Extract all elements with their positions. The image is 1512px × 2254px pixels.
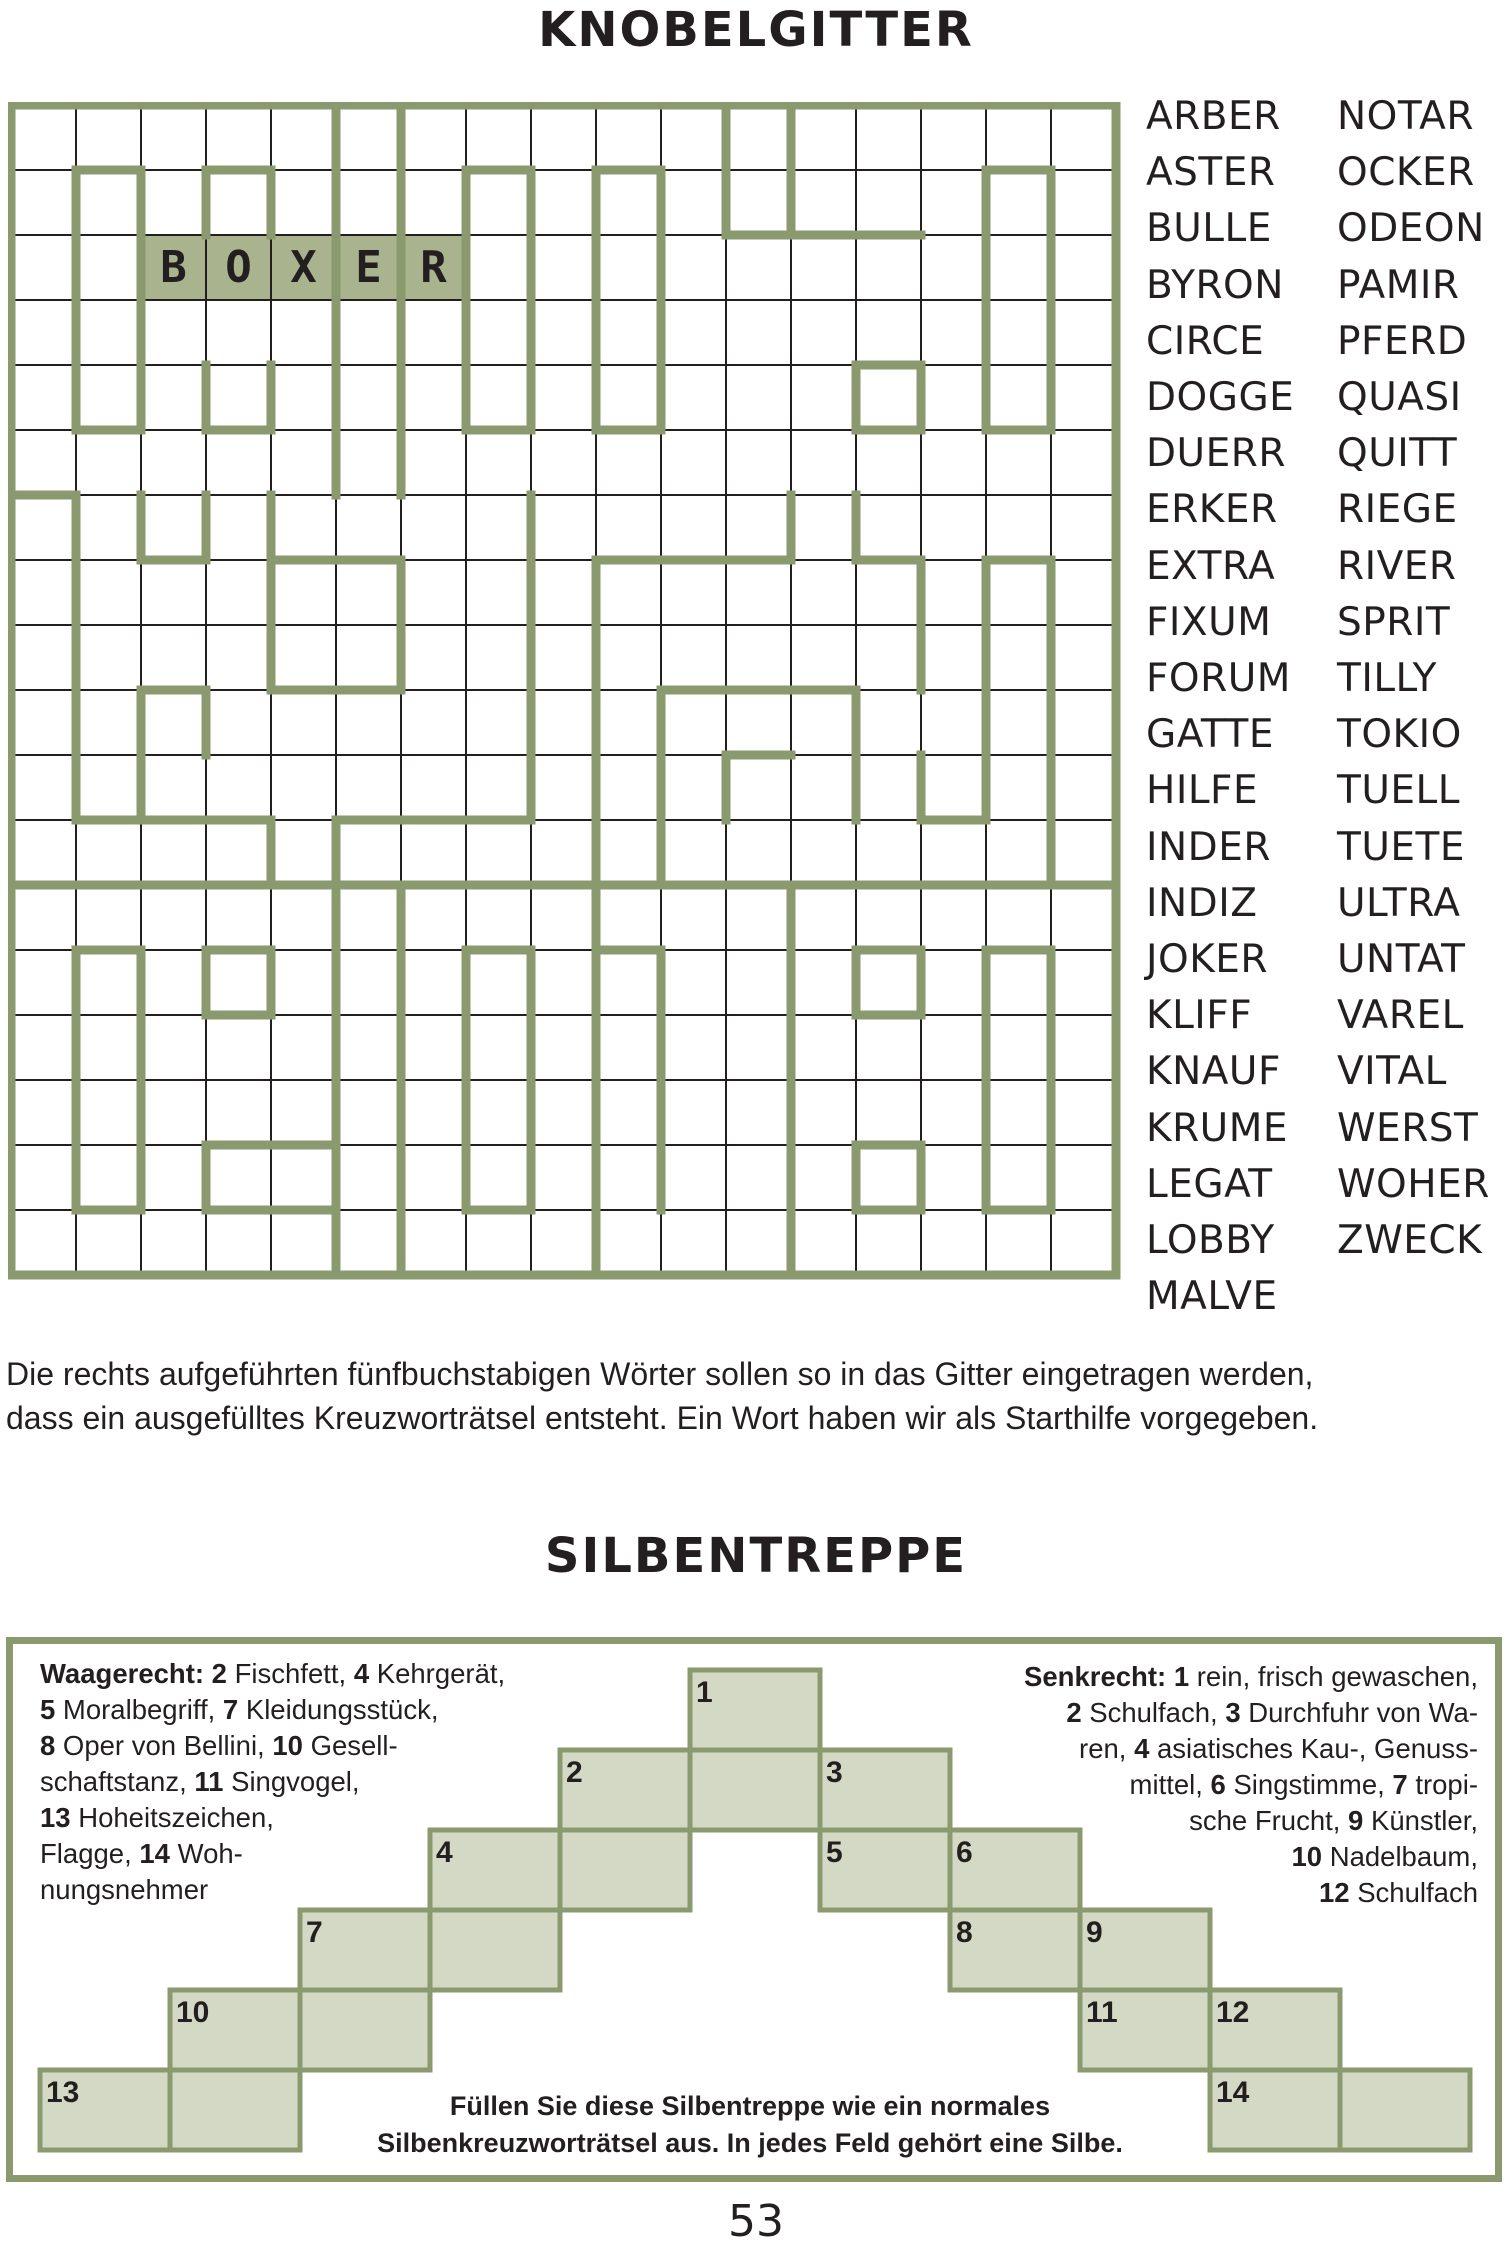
word-list-item: DOGGE <box>1146 375 1295 421</box>
word-list-item: PFERD <box>1337 318 1468 364</box>
down-clues <box>918 1659 1478 1911</box>
word-list-item: KRUME <box>1146 1105 1289 1151</box>
word-list-item: PAMIR <box>1337 262 1460 308</box>
word-list-item: KNAUF <box>1146 1049 1281 1095</box>
stair-cell-number: 11 <box>1086 1996 1118 2029</box>
stair-cell-number: 14 <box>1216 2076 1250 2109</box>
word-list-item: OCKER <box>1337 150 1475 196</box>
word-list-item: DUERR <box>1146 431 1286 477</box>
stair-cell-number: 13 <box>46 2076 80 2109</box>
given-letter: E <box>355 241 382 293</box>
clue-line: 12 Schulfach <box>1318 1877 1478 1908</box>
instructions-line-1: Die rechts aufgeführten fünfbuchstabigen Wörter sollen so in das Gitter eingetragen werden, <box>6 1356 1314 1392</box>
note-line-2: Silbenkreuzworträtsel aus. In jedes Feld gehört eine Silbe. <box>377 2128 1123 2158</box>
word-list-item: ULTRA <box>1337 880 1461 926</box>
stair-cell-number: 12 <box>1216 1996 1250 2029</box>
word-list-item: TUELL <box>1337 768 1460 814</box>
clue-line: sche Frucht, 9 Künstler, <box>1189 1805 1478 1836</box>
word-list-item: FIXUM <box>1146 599 1272 645</box>
stair-cell <box>170 2070 300 2150</box>
stair-cell-number: 10 <box>176 1996 210 2029</box>
word-list-item: NOTAR <box>1337 94 1474 139</box>
given-letter: O <box>225 241 252 293</box>
word-list-item: LOBBY <box>1146 1218 1275 1264</box>
word-list-item: TILLY <box>1337 656 1437 702</box>
word-list-item: BYRON <box>1146 262 1284 308</box>
word-list-item: ERKER <box>1146 487 1278 533</box>
word-list-item: EXTRA <box>1146 543 1276 589</box>
stair-cell-number: 2 <box>566 1756 583 1789</box>
word-list-item: QUASI <box>1337 375 1462 421</box>
word-list-item: CIRCE <box>1146 318 1265 364</box>
word-list-item: UNTAT <box>1337 937 1466 983</box>
word-list-item: WOHER <box>1337 1161 1490 1207</box>
across-clues <box>40 1656 600 1908</box>
stair-cell-number: 9 <box>1086 1916 1103 1949</box>
word-list-item: BULLE <box>1146 206 1272 252</box>
clue-line: 10 Nadelbaum, <box>1291 1841 1478 1872</box>
word-list-item: VAREL <box>1337 993 1464 1039</box>
word-list-item: VITAL <box>1337 1049 1447 1095</box>
stair-cell-number: 7 <box>306 1916 323 1949</box>
word-list-item: ARBER <box>1146 94 1281 139</box>
word-list-item: ASTER <box>1146 150 1276 196</box>
given-letter: X <box>290 241 317 293</box>
instructions-line-2: dass ein ausgefülltes Kreuzworträtsel entsteht. Ein Wort haben wir als Starthilfe vorgegeben. <box>6 1400 1319 1436</box>
clue-line: nungsnehmer <box>40 1874 209 1905</box>
stair-cell <box>430 1910 560 1990</box>
clue-line: schaftstanz, 11 Singvogel, <box>40 1766 360 1797</box>
stair-cell-number: 6 <box>956 1836 973 1869</box>
given-letter: B <box>160 241 187 293</box>
word-list-item: JOKER <box>1146 937 1269 983</box>
word-list-item: LEGAT <box>1146 1161 1273 1207</box>
stair-cell <box>1340 2070 1470 2150</box>
knobelgitter-title: KNOBELGITTER <box>538 2 974 58</box>
given-letter: R <box>420 241 447 293</box>
word-list-item: TOKIO <box>1337 712 1462 758</box>
stair-cell-number: 5 <box>826 1836 843 1869</box>
word-list-item: FORUM <box>1146 656 1291 702</box>
note-line-1: Füllen Sie diese Silbentreppe wie ein normales <box>449 2091 1051 2121</box>
word-list-item: WERST <box>1337 1105 1479 1151</box>
word-list-item: INDIZ <box>1146 880 1258 926</box>
word-list-item: ZWECK <box>1337 1218 1483 1264</box>
clue-line: 2 Schulfach, 3 Durchfuhr von Wa- <box>1066 1697 1478 1728</box>
clue-line: Senkrecht: 1 rein, frisch gewaschen, <box>1024 1661 1478 1692</box>
clue-line: mittel, 6 Singstimme, 7 tropi- <box>1129 1769 1478 1800</box>
clue-line: Waagerecht: 2 Fischfett, 4 Kehrgerät, <box>40 1658 506 1689</box>
clue-line: Flagge, 14 Woh- <box>40 1838 243 1869</box>
word-list-item: INDER <box>1146 824 1271 870</box>
clue-line: 8 Oper von Bellini, 10 Gesell- <box>40 1730 398 1761</box>
word-list-item: SPRIT <box>1337 599 1451 645</box>
clue-line: 13 Hoheitszeichen, <box>40 1802 274 1833</box>
clue-line: 5 Moralbegriff, 7 Kleidungsstück, <box>40 1694 439 1725</box>
stair-cell-number: 1 <box>696 1676 713 1709</box>
word-list-item: ODEON <box>1337 206 1485 252</box>
word-list-item: GATTE <box>1146 712 1274 758</box>
page-number: 53 <box>728 2196 784 2247</box>
word-list-item: RIVER <box>1337 543 1457 589</box>
silbentreppe-title: SILBENTREPPE <box>544 1528 968 1584</box>
word-list-item: KLIFF <box>1146 993 1253 1039</box>
word-list-item: QUITT <box>1337 431 1458 477</box>
clue-line: ren, 4 asiatisches Kau-, Genuss- <box>1079 1733 1478 1764</box>
word-list-item: TUETE <box>1337 824 1465 870</box>
silbentreppe-note <box>300 2088 1200 2162</box>
word-list-item: HILFE <box>1146 768 1259 814</box>
stair-cell-number: 8 <box>956 1916 973 1949</box>
word-list-item: RIEGE <box>1337 487 1458 533</box>
stair-cell-number: 3 <box>826 1756 843 1789</box>
stair-cell <box>300 1990 430 2070</box>
word-list-item: MALVE <box>1146 1274 1278 1320</box>
stair-cell-number: 4 <box>436 1836 453 1869</box>
stair-cell <box>690 1750 820 1830</box>
